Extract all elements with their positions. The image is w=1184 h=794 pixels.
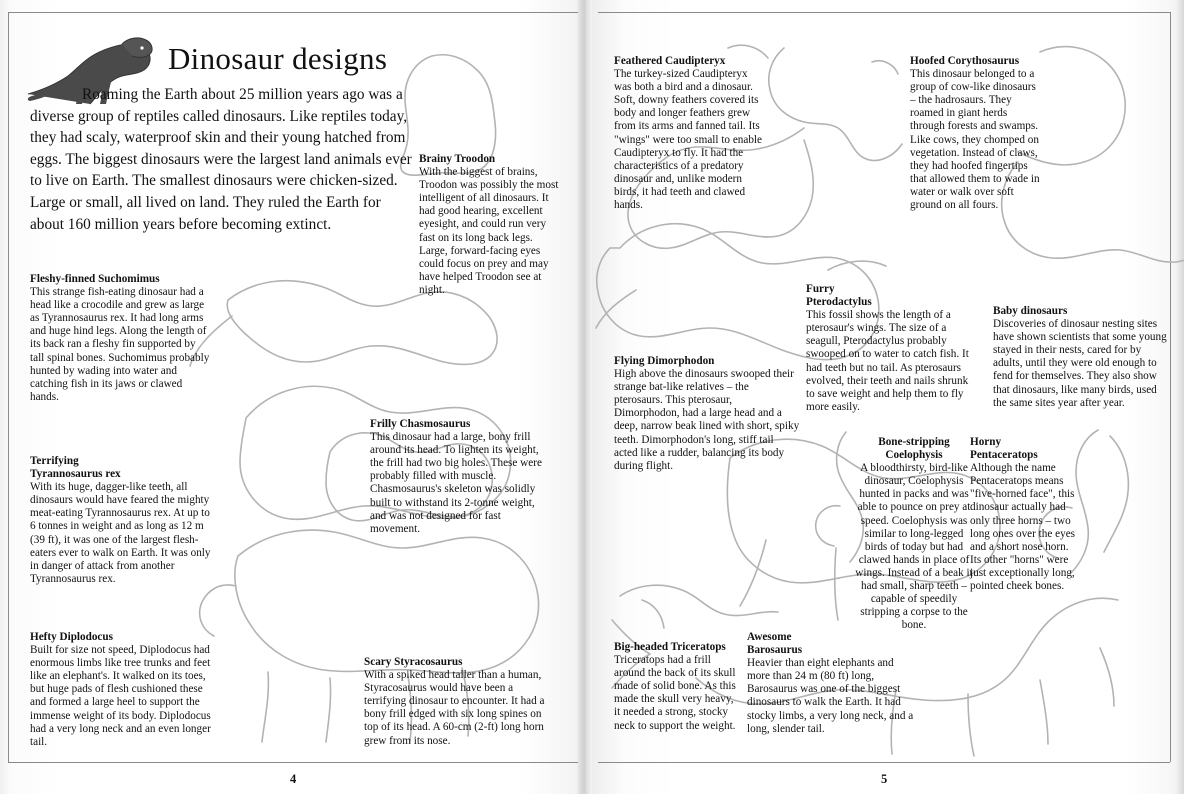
- right-page-number: 5: [881, 772, 888, 786]
- entry-heading: Hefty Diplodocus: [30, 631, 113, 643]
- entry-pterodactylus: [806, 283, 978, 414]
- entry-troodon: [419, 153, 561, 297]
- entry-body: A bloodthirsty, bird-like dinosaur, Coelophysis hunted in packs and was able to pounce on prey at speed. Coelophysis was similar to long-legged birds of today but had clawed hands in place of wings. Instead of a beak it had small, sharp teeth – capable of speedily stripping a corpse to the bone.: [855, 462, 973, 632]
- entry-body: The turkey-sized Caudipteryx was both a bird and a dinosaur. Soft, downy feathers covered its body and longer feathers grew from its arms and fanned tail. Its "wings" were too small to enable Caudipteryx to fly. It had the characteristics of a predatory dinosaur and, unlike modern birds, it had teeth and clawed hands.: [614, 68, 763, 212]
- left-page-left-rule: [8, 12, 9, 762]
- entry-chasmosaurus: [370, 418, 552, 536]
- page-title: Dinosaur designs: [168, 41, 388, 76]
- entry-heading: Hoofed Corythosaurus: [910, 55, 1020, 67]
- entry-body: With its huge, dagger-like teeth, all dinosaurs would have feared the mighty meat-eating Tyrannosaurus rex. At up to 6 tonnes in weight and as long as 12 m (39 ft), it was one of the largest flesh-eaters ever to walk on Earth. It was only in danger of attack from another Tyrannosaurus rex.: [30, 481, 211, 585]
- entry-body: This strange fish-eating dinosaur had a head like a crocodile and grew as large as Tyrannosaurus rex. It had long arms and huge hind legs. Along the length of its back ran a fleshy fin supported by tall spinal bones. Suchomimus probably hunted by wading into water and catching fish in its jaws or clawed hands.: [30, 286, 210, 403]
- book-gutter: [578, 0, 592, 794]
- entry-body: This fossil shows the length of a pterosaur's wings. The size of a seagull, Pterodactylus probably swooped on to water to catch fish. It had teeth but no tail. As pterosaurs evolved, their teeth and nails shrunk to save weight and help them to fly more easily.: [806, 309, 969, 413]
- entry-body: With a spiked head taller than a human, Styracosaurus would have been a terrifying dinosaur to encounter. It had a bony frill edged with six long spines on top of its head. A 60-cm (2-ft) long horn grew from its nose.: [364, 669, 545, 747]
- entry-heading: Fleshy-finned Suchomimus: [30, 273, 160, 285]
- entry-heading: Bone-stripping Coelophysis: [878, 436, 950, 462]
- entry-body: With the biggest of brains, Troodon was possibly the most intelligent of all dinosaurs. It had good hearing, excellent eyesight, and could run very fast on its long back legs. Large, forward-facing eyes could focus on prey and may have helped Troodon see at night.: [419, 166, 559, 296]
- entry-heading: Frilly Chasmosaurus: [370, 418, 471, 430]
- entry-corythosaurus: [910, 55, 1100, 212]
- entry-heading: Furry Pterodactylus: [806, 283, 872, 309]
- entry-heading: Flying Dimorphodon: [614, 355, 715, 367]
- entry-heading: Horny Pentaceratops: [970, 436, 1038, 462]
- entry-heading: Awesome Barosaurus: [747, 631, 803, 657]
- right-page-bottom-rule: [598, 762, 1170, 763]
- entry-heading: Feathered Caudipteryx: [614, 55, 726, 67]
- entry-body: Although the name Pentaceratops means "five-horned face", this dinosaur actually had only three horns – two long ones over the eyes and a short nose horn. Its other "horns" were just exceptionally long, pointed cheek bones.: [970, 462, 1076, 593]
- entry-styracosaurus: [364, 656, 550, 748]
- entry-barosaurus: [747, 631, 919, 736]
- entry-dimorphodon: [614, 355, 800, 473]
- right-page-right-rule: [1170, 12, 1171, 762]
- entry-tyrannosaurus: [30, 455, 218, 586]
- entry-baby-dinosaurs: [993, 305, 1167, 410]
- entry-heading: Brainy Troodon: [419, 153, 496, 165]
- intro-paragraph: [30, 84, 412, 235]
- entry-heading: Big-headed Triceratops: [614, 641, 726, 653]
- entry-body: Built for size not speed, Diplodocus had enormous limbs like tree trunks and feet like an elephant's. It walked on its toes, but huge pads of flesh cushioned these and formed a large heel to support the immense weight of its body. Diplodocus had a very long neck and an even longer tail.: [30, 644, 211, 748]
- right-page-top-rule: [598, 12, 1170, 13]
- entry-heading: Terrifying Tyrannosaurus rex: [30, 455, 121, 481]
- entry-suchomimus: [30, 273, 212, 404]
- entry-body: This dinosaur belonged to a group of cow-like dinosaurs – the hadrosaurs. They roamed in giant herds through forests and swamps. Like cows, they chomped on vegetation. Instead of claws, they had hoofed fingertips that allowed them to wade in water or walk over soft ground on all fours.: [910, 68, 1040, 212]
- entry-diplodocus: [30, 631, 218, 749]
- entry-caudipteryx: [614, 55, 762, 212]
- left-page-number: 4: [290, 772, 297, 786]
- entry-pentaceratops: [970, 436, 1078, 593]
- left-page-bottom-rule: [8, 762, 578, 763]
- entry-coelophysis: [855, 436, 973, 632]
- entry-body: Heavier than eight elephants and more than 24 m (80 ft) long, Barosaurus was one of the biggest dinosaurs to walk the Earth. It had stocky limbs, a very long neck, and a long, slender tail.: [747, 657, 914, 735]
- entry-body: Discoveries of dinosaur nesting sites have shown scientists that some young stayed in their nests, cared for by adults, until they were old enough to fend for themselves. They also show that dinosaurs, like many birds, used the same sites year after year.: [993, 318, 1167, 409]
- entry-body: Triceratops had a frill around the back of its skull made of solid bone. As this made the skull very heavy, it needed a strong, stocky neck to support the weight.: [614, 654, 736, 732]
- entry-body: High above the dinosaurs swooped their strange bat-like relatives – the pterosaurs. This pterosaur, Dimorphodon, had a large head and a deep, narrow beak lined with short, spiky teeth. Dimorphodon's long, stiff tail acted like a rudder, balancing its body during flight.: [614, 368, 800, 472]
- page-edge: [1176, 0, 1184, 794]
- entry-triceratops: [614, 641, 736, 733]
- entry-body: This dinosaur had a large, bony frill around its head. To lighten its weight, the frill had two big holes. These were probably filled with muscle. Chasmosaurus's skeleton was solidly built to withstand its 2-tonne weight, and was not designed for fast movement.: [370, 431, 542, 535]
- intro-text: Roaming the Earth about 25 million years ago was a diverse group of reptiles called dinosaurs. Like reptiles today, they had scaly, waterproof skin and their young hatched from eggs. The biggest dinosaurs were the largest land animals ever to live on Earth. The smallest dinosaurs were chicken-sized. Large or small, all lived on land. They ruled the Earth for about 160 million years before becoming extinct.: [30, 86, 412, 233]
- entry-heading: Scary Styracosaurus: [364, 656, 463, 668]
- entry-heading: Baby dinosaurs: [993, 305, 1068, 317]
- left-page-top-rule: [8, 12, 578, 13]
